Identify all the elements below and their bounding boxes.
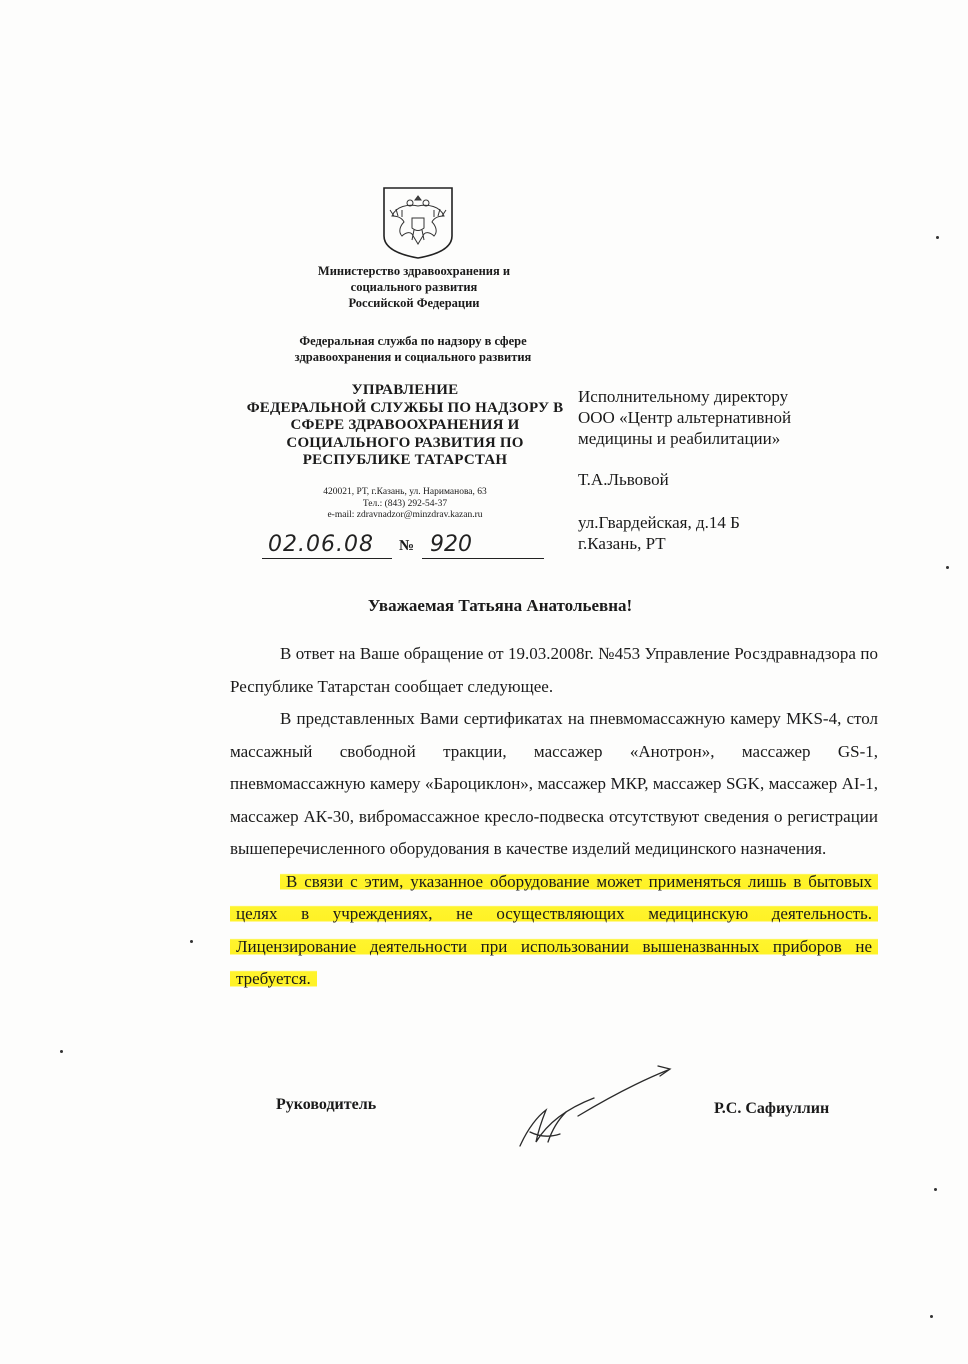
ministry-line: Российской Федерации (348, 296, 480, 310)
highlighted-paragraph (230, 866, 878, 996)
signer-name: Р.С. Сафиуллин (714, 1100, 830, 1117)
department-name (220, 382, 590, 470)
scan-speck (190, 940, 193, 943)
scan-speck (60, 1050, 63, 1053)
recipient-line: Исполнительному директору (578, 387, 789, 406)
body-paragraph: В представленных Вами сертификатах на пневмомассажную камеру MKS-4, стол массажный свободной тракции, массажер «Анотрон», массажер GS-1, пневмомассажную камеру «Бароциклон», массажер МКР, массажер SGK, массажер AI-1, массажер АК-30, вибромассажное кресло-подвеска отсутствуют сведения о регистрации вышеперечисленного оборудования в качестве изделий медицинского назначения. (230, 709, 878, 858)
recipient-line: ООО «Центр альтернативной (578, 408, 792, 427)
service-name (208, 333, 618, 365)
ministry-line: социального развития (350, 280, 478, 294)
recipient-address-line: г.Казань, РТ (578, 534, 666, 553)
scan-speck (930, 1315, 933, 1318)
letter-body (230, 638, 878, 996)
body-paragraph: В ответ на Ваше обращение от 19.03.2008г. №453 Управление Росздравнадзора по Республике Татарстан сообщает следующее. (230, 644, 878, 696)
contact-address: 420021, РТ, г.Казань, ул. Нариманова, 63 (323, 487, 487, 497)
ministry-line: Министерство здравоохранения и (317, 264, 511, 278)
signer-role: Руководитель (276, 1096, 377, 1113)
ministry-name (222, 263, 606, 311)
service-line: Федеральная служба по надзору в сфере (299, 334, 527, 348)
recipient-block (578, 386, 858, 554)
handwritten-signature (508, 1058, 688, 1158)
date-underline (262, 558, 392, 559)
coat-of-arms-emblem (378, 186, 458, 260)
department-line: СОЦИАЛЬНОГО РАЗВИТИЯ ПО (286, 434, 524, 451)
scan-speck (936, 236, 939, 239)
department-contacts (250, 487, 560, 522)
recipient-line: медицины и реабилитации» (578, 429, 781, 448)
contact-email: e-mail: zdravnadzor@minzdrav.kazan.ru (327, 510, 483, 520)
registration-line (262, 534, 544, 560)
number-underline (422, 558, 544, 559)
department-line: СФЕРЕ ЗДРАВООХРАНЕНИЯ И (290, 417, 520, 433)
recipient-name: Т.А.Львовой (578, 470, 669, 489)
highlighted-text: В связи с этим, указанное оборудование может применяться лишь в бытовых целях в учреждениях, не осуществляющих медицинскую деятельность. Лицензирование деятельности при использовании вышеназванных приборов не требуется. (230, 872, 878, 989)
recipient-address-line: ул.Гвардейская, д.14 Б (578, 513, 740, 532)
contact-phone: Тел.: (843) 292-54-37 (362, 498, 448, 509)
number-sign: № (399, 538, 415, 554)
registration-date: 02.06.08 (268, 532, 374, 557)
service-line: здравоохранения и социального развития (294, 350, 532, 364)
department-line: РЕСПУБЛИКЕ ТАТАРСТАН (302, 452, 508, 468)
department-line: УПРАВЛЕНИЕ (351, 382, 459, 398)
department-line: ФЕДЕРАЛЬНОЙ СЛУЖБЫ ПО НАДЗОРУ В (246, 399, 564, 416)
scan-speck (946, 566, 949, 569)
registration-number: 920 (430, 532, 472, 557)
scan-speck (934, 1188, 937, 1191)
salutation: Уважаемая Татьяна Анатольевна! (367, 596, 633, 615)
